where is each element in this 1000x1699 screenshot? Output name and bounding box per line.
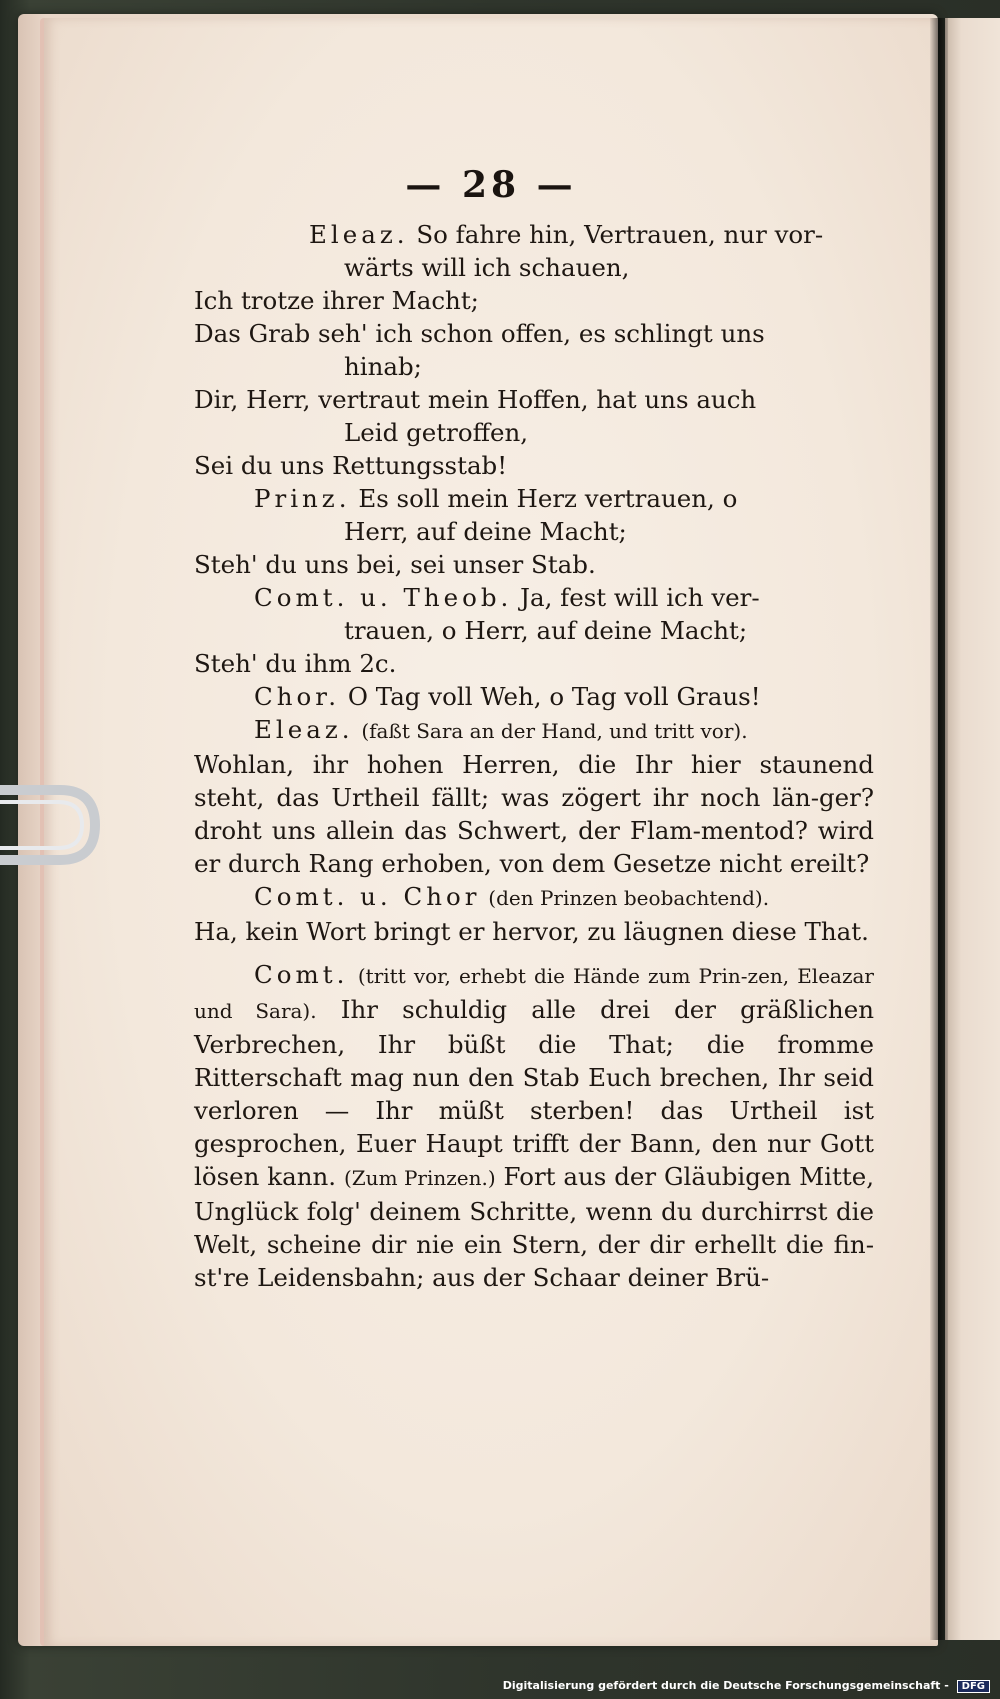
speaker-name: Eleaz. — [309, 220, 409, 249]
speaker-name: Comt. u. Theob. — [254, 583, 513, 612]
verse-line — [194, 482, 874, 515]
verse-line — [194, 713, 874, 748]
verse-line: Herr, auf deine Macht; — [344, 517, 627, 546]
footer-credit — [503, 1679, 990, 1693]
prose-text: Ihr schuldig alle drei der gräßlichen Verbrechen, Ihr büßt die That; die fromme Ritterschaft mag nun den Stab Euch brechen, Ihr seid verloren — Ihr müßt sterben! das Urtheil ist gesprochen, Euer Haupt trifft der Bann, den nur Gott lösen kann. — [194, 995, 874, 1191]
verse-line: Steh' du ihm 2c. — [194, 649, 397, 678]
verse-line: trauen, o Herr, auf deine Macht; — [344, 616, 748, 645]
speaker-name: Comt. u. Chor — [254, 882, 481, 911]
verse-line: Sei du uns Rettungsstab! — [194, 451, 508, 480]
verse-line — [194, 218, 874, 251]
verse-text: So fahre hin, Vertrauen, nur vor- — [416, 220, 824, 249]
verse-text: Ja, fest will ich ver- — [520, 583, 760, 612]
verse-line — [194, 581, 874, 614]
prose-paragraph — [194, 958, 874, 1294]
verse-line — [194, 680, 874, 713]
verse-line: Dir, Herr, vertraut mein Hoffen, hat uns auch — [194, 385, 757, 414]
paper-clip-icon — [0, 780, 100, 880]
verse-line: Steh' du uns bei, sei unser Stab. — [194, 550, 596, 579]
speaker-name: Eleaz. — [254, 715, 354, 744]
text-block — [194, 218, 874, 1294]
speaker-name: Comt. — [254, 960, 349, 989]
verse-text: O Tag voll Weh, o Tag voll Graus! — [347, 682, 761, 711]
paragraph-gap — [194, 948, 874, 958]
verse-line: hinab; — [344, 352, 422, 381]
footer-text: Digitalisierung gefördert durch die Deutsche Forschungsgemeinschaft - — [502, 1679, 949, 1692]
prose-text: Fort aus der Gläubigen Mitte, Unglück folg' deinem Schritte, wenn du durchirrst die Welt, scheine dir nie ein Stern, der dir erhellt die fin-st're Leidensbahn; aus der Schaar deiner Brü- — [194, 1162, 874, 1292]
adjacent-page-edge — [945, 18, 1000, 1640]
stage-direction: (Zum Prinzen.) — [343, 1166, 496, 1190]
speaker-name: Prinz. — [254, 484, 351, 513]
page-number: — 28 — — [405, 164, 577, 206]
speaker-name: Chor. — [254, 682, 341, 711]
dfg-logo: DFG — [957, 1680, 990, 1693]
verse-text: Es soll mein Herz vertrauen, o — [358, 484, 738, 513]
stage-direction: (faßt Sara an der Hand, und tritt vor). — [361, 719, 748, 743]
verse-line — [194, 880, 874, 915]
stage-direction: (tritt vor, erhebt die Hände zum Prin-zen, Eleazar und Sara). — [194, 964, 874, 1023]
prose-paragraph: Ha, kein Wort bringt er hervor, zu läugnen diese That. — [194, 917, 869, 946]
verse-line: Leid getroffen, — [344, 418, 529, 447]
prose-paragraph: Wohlan, ihr hohen Herren, die Ihr hier staunend steht, das Urtheil fällt; was zögert ihr noch län-ger? droht uns allein das Schwert, der Flam-mentod? wird er durch Rang erhoben, von dem Gesetze nicht ereilt? — [194, 750, 874, 878]
gutter-shadow — [930, 18, 948, 1640]
book-page — [40, 18, 938, 1646]
verse-line: Ich trotze ihrer Macht; — [194, 286, 479, 315]
verse-line: wärts will ich schauen, — [344, 253, 630, 282]
verse-line: Das Grab seh' ich schon offen, es schlingt uns — [194, 319, 765, 348]
stage-direction: (den Prinzen beobachtend). — [488, 886, 770, 910]
